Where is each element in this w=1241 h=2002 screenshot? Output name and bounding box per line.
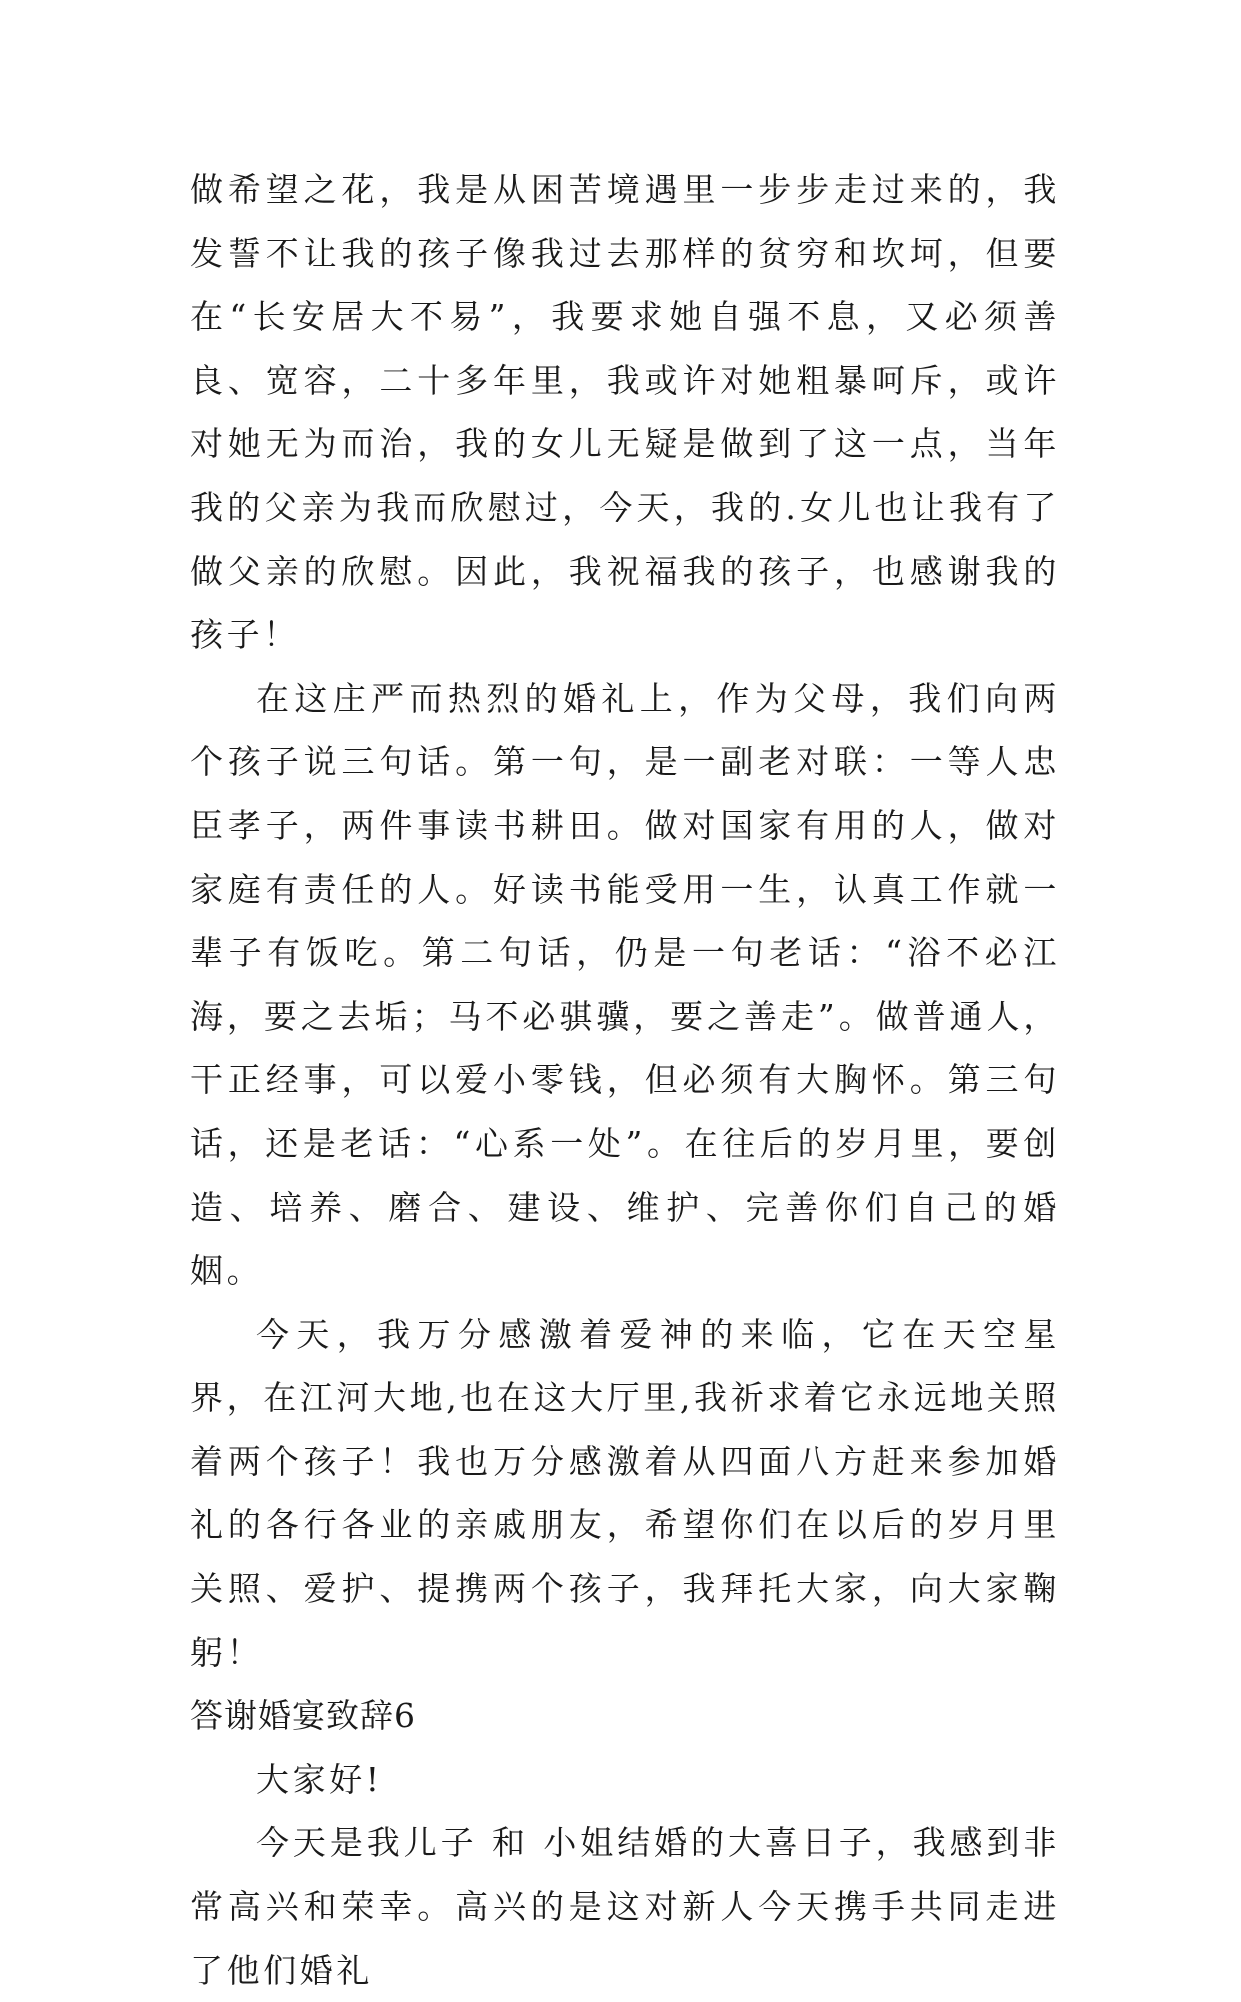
paragraph-gratitude: 今天，我万分感激着爱神的来临，它在天空星界，在江河大地,也在这大厅里,我祈求着它永远地关照着两个孩子！我也万分感激着从四面八方赶来参加婚礼的各行各业的亲戚朋友，希望你们在以后的岁月里关照、爱护、提携两个孩子，我拜托大家，向大家鞠躬！ <box>190 1314 1060 1672</box>
paragraph-continuation: 做希望之花，我是从困苦境遇里一步步走过来的，我发誓不让我的孩子像我过去那样的贫穷和坎坷，但要在“长安居大不易”，我要求她自强不息，又必须善良、宽容，二十多年里，我或许对她粗暴呵斥，或许对她无为而治，我的女儿无疑是做到了这一点，当年我的父亲为我而欣慰过，今天，我的.女儿也让我有了做父亲的欣慰。因此，我祝福我的孩子，也感谢我的孩子！ <box>190 170 1060 655</box>
paragraph-opening: 今天是我儿子 和 小姐结婚的大喜日子，我感到非常高兴和荣幸。高兴的是这对新人今天携手共同走进了他们婚礼 <box>190 1823 1060 1990</box>
section-heading: 答谢婚宴致辞6 <box>190 1696 416 1736</box>
paragraph-three-sayings: 在这庄严而热烈的婚礼上，作为父母，我们向两个孩子说三句话。第一句，是一副老对联：一等人忠臣孝子，两件事读书耕田。做对国家有用的人，做对家庭有责任的人。好读书能受用一生，认真工作就一辈子有饭吃。第二句话，仍是一句老话：“浴不必江海，要之去垢；马不必骐骥，要之善走”。做普通人，干正经事，可以爱小零钱，但必须有大胸怀。第三句话，还是老话：“心系一处”。在往后的岁月里，要创造、培养、磨合、建设、维护、完善你们自己的婚姻。 <box>190 678 1060 1291</box>
document-body <box>190 158 1060 2002</box>
paragraph-greeting: 大家好! <box>256 1759 383 1799</box>
